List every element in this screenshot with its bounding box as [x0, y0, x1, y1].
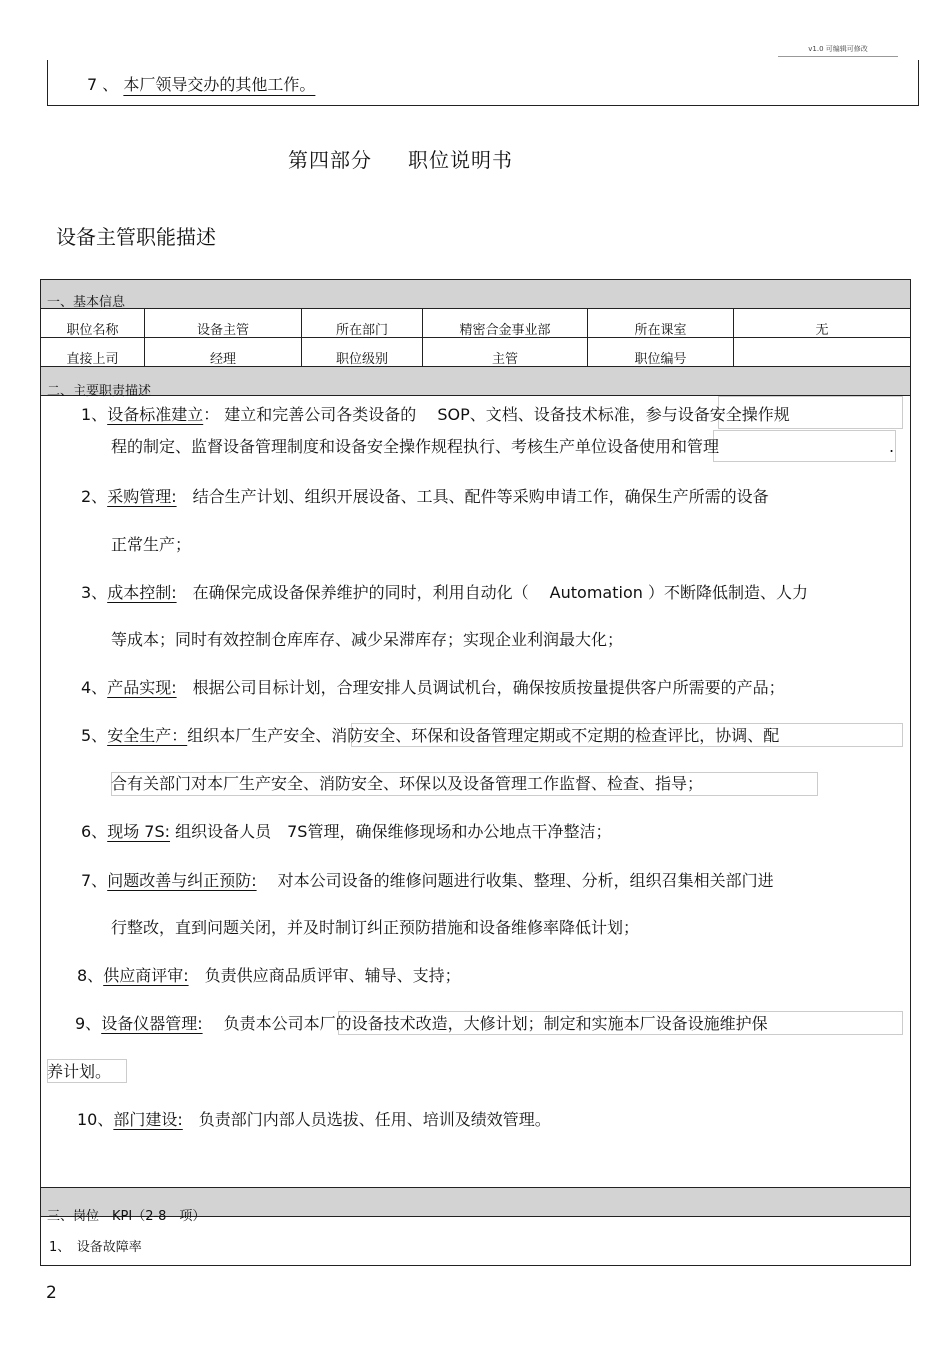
cell-label-code: 职位编号 — [588, 338, 734, 366]
cell-label-supervisor: 直接上司 — [41, 338, 145, 366]
duty-item-8: 8、供应商评审: 负责供应商品质评审、辅导、支持； — [77, 966, 461, 985]
cell-label-section: 所在课室 — [588, 309, 734, 337]
previous-item — [87, 72, 343, 95]
item-text: 本厂领导交办的其他工作。 — [123, 75, 316, 94]
duty-item-2-cont: 正常生产； — [111, 535, 192, 554]
item-number: 7 、 — [87, 75, 119, 94]
duty-item-9: 9、设备仪器管理: 负责本公司本厂的设备技术改造，大修计划；制定和实施本厂设备设施维护保 — [75, 1014, 768, 1033]
basic-info-row-1 — [41, 309, 910, 338]
kpi-item-1: 1、 设备故障率 — [49, 1240, 142, 1255]
duty-item-1-cont: 程的制定、监督设备管理制度和设备安全操作规程执行、考核生产单位设备使用和管理 . — [111, 437, 895, 456]
page-number: 2 — [46, 1283, 57, 1303]
cell-value-code — [734, 338, 910, 366]
duty-item-9-cont: 养计划。 — [47, 1062, 112, 1081]
section-title: 设备主管职能描述 — [56, 225, 216, 249]
duty-item-4: 4、产品实现: 根据公司目标计划，合理安排人员调试机台，确保按质按量提供客户所需要的产品； — [81, 678, 785, 697]
job-description-table — [40, 279, 911, 1266]
part-label: 第四部分 — [288, 148, 372, 172]
duties-heading: 二、主要职责描述 — [41, 367, 910, 396]
cell-value-supervisor: 经理 — [145, 338, 302, 366]
duty-item-5: 5、安全生产：组织本厂生产安全、消防安全、环保和设备管理定期或不定期的检查评比，协调、配 — [81, 726, 780, 745]
cell-value-level: 主管 — [423, 338, 588, 366]
cell-value-title: 设备主管 — [145, 309, 302, 337]
cell-label-level: 职位级别 — [302, 338, 423, 366]
kpi-heading: 三、岗位 KPI（2-8 项） — [41, 1187, 910, 1217]
part-subtitle: 职位说明书 — [408, 148, 513, 172]
cell-label-title: 职位名称 — [41, 309, 145, 337]
cell-value-section: 无 — [815, 323, 829, 338]
duty-item-7: 7、问题改善与纠正预防: 对本公司设备的维修问题进行收集、整理、分析，组织召集相关部门进 — [81, 871, 774, 890]
cell-value-dept: 精密合金事业部 — [423, 309, 588, 337]
cell-label-dept: 所在部门 — [302, 309, 423, 337]
duty-item-3-cont: 等成本；同时有效控制仓库库存、减少呆滞库存；实现企业利润最大化； — [111, 630, 624, 649]
duty-item-5-cont: 合有关部门对本厂生产安全、消防安全、环保以及设备管理工作监督、检查、指导； — [111, 774, 704, 793]
duty-item-2: 2、采购管理: 结合生产计划、组织开展设备、工具、配件等采购申请工作，确保生产所需的设备 — [81, 487, 769, 506]
version-tag: v1.0 可编辑可修改 — [778, 44, 898, 57]
duty-item-7-cont: 行整改，直到问题关闭，并及时制订纠正预防措施和设备维修率降低计划； — [111, 918, 640, 937]
duty-item-10: 10、部门建设: 负责部门内部人员选拔、任用、培训及绩效管理。 — [77, 1110, 551, 1129]
duty-item-3: 3、成本控制: 在确保完成设备保养维护的同时，利用自动化（ Automation ）不断降低制造、人力 — [81, 583, 808, 602]
overlay-box — [713, 430, 896, 462]
basic-info-heading: 一、基本信息 — [41, 280, 910, 309]
duty-item-1: 1、设备标准建立： 建立和完善公司各类设备的 SOP、文档、设备技术标准，参与设备安全操作规 — [81, 405, 790, 424]
basic-info-row-2 — [41, 338, 910, 367]
part-title — [288, 144, 513, 173]
duty-item-6: 6、现场 7S: 组织设备人员 7S管理，确保维修现场和办公地点干净整洁； — [81, 822, 612, 841]
